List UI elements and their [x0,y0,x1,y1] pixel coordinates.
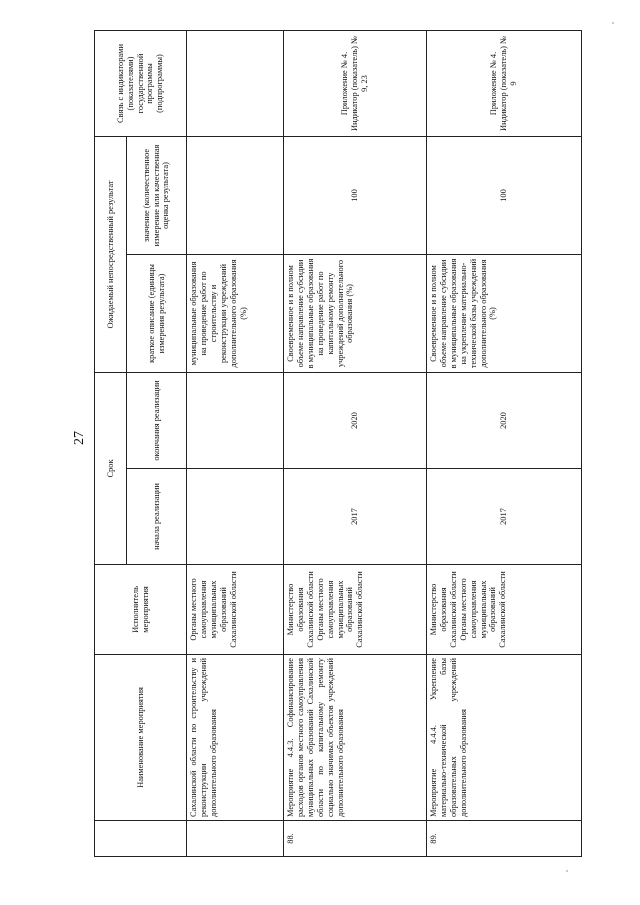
scan-speck [612,22,614,24]
row-number: 89. [427,821,582,857]
term-end [187,373,284,469]
header-executor: Исполнитель мероприятия [95,565,187,655]
header-result-value: значение (количественное измерение или качественная оценка результата) [127,137,187,255]
measure-name: Сахалинской области по строительству и реконструкции учреждений дополнительного образования [187,655,284,821]
header-result-desc: краткое описание (единицы измерения результата) [127,255,187,373]
table-row [427,31,582,857]
header-name: Наименование мероприятия [95,655,187,821]
term-start: 2017 [427,469,582,565]
result-description: Своевременное и в полном объеме направление субсидии в муниципальные образования на укрепление материально-технической базы учреждений дополнительного образования (%) [427,255,582,373]
indicator-link: Приложение № 4. Индикатор (показатель) № 9 [427,31,582,137]
result-description: Своевременное и в полном объеме направление субсидии в муниципальные образования на проведение работ по капитальному ремонту учреждений дополнительного образования (%) [284,255,427,373]
header-term: Срок [95,373,127,565]
measure-executor [284,565,427,655]
result-value [187,137,284,255]
header-result: Ожидаемый непосредственный результат [95,137,127,373]
scan-speck [566,870,568,872]
measures-table [94,30,582,857]
measure-executor [427,565,582,655]
result-value: 100 [284,137,427,255]
header-term-end: окончания реализации [127,373,187,469]
result-value: 100 [427,137,582,255]
measure-name: Мероприятие 4.4.4. Укрепление материально-технической базы образовательных учреждений дополнительного образования [427,655,582,821]
executor-line: Органы местного самоуправления муниципальных образований Сахалинской области [458,571,508,648]
rotated-table-frame [94,31,581,857]
row-number: 88. [284,821,427,857]
header-number [95,821,187,857]
table-row [284,31,427,857]
term-end: 2020 [284,373,427,469]
term-start: 2017 [284,469,427,565]
term-end: 2020 [427,373,582,469]
table-row [187,31,284,857]
measure-executor: Органы местного самоуправления муниципальных образований Сахалинской области [187,565,284,655]
row-number [187,821,284,857]
header-link: Связь с индикаторами (показателями) государственной программы (подпрограммы) [95,31,187,137]
indicator-link [187,31,284,137]
page-number: 27 [72,431,87,445]
header-term-start: начала реализации [127,469,187,565]
executor-line: Органы местного самоуправления муниципальных образований Сахалинской области [315,571,365,648]
indicator-link: Приложение № 4. Индикатор (показатель) № 9, 23 [284,31,427,137]
executor-line: Министерство образования Сахалинской области [286,571,315,648]
term-start [187,469,284,565]
result-description: муниципальные образования на проведение работ по строительству и реконструкции учреждений дополнительного образования (%) [187,255,284,373]
executor-line: Министерство образования Сахалинской области [429,571,458,648]
measure-name: Мероприятие 4.4.3. Софинансирование расходов органов местного самоуправления муниципальных образований Сахалинской области по капитальному ремонту социально значимых объектов учреждений дополнительного образования [284,655,427,821]
